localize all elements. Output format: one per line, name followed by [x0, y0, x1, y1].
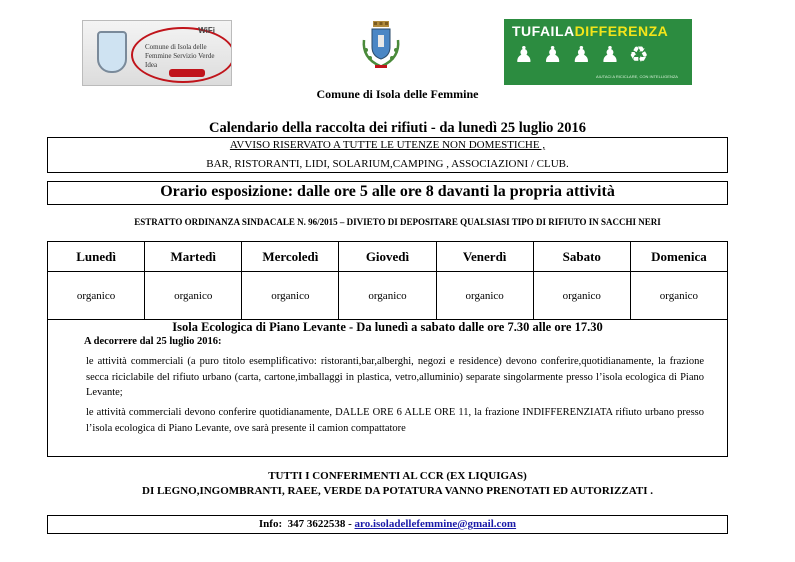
paragraph-indifferenziata: le attività commerciali devono conferire quotidianamente, DALLE ORE 6 ALLE ORE 11, la frazione INDIFFERENZIATA rifiuto urbano presso l’isola ecologica di Piano Levante, ove sarà presente il camion compattatore	[86, 407, 704, 434]
day-value: organico	[339, 272, 436, 320]
wifi-label: WiFi	[198, 26, 215, 35]
people-recycling-icon: ♟♟♟♟♻	[514, 43, 658, 68]
conferimenti-line1: TUTTI I CONFERIMENTI AL CCR (EX LIQUIGAS)	[268, 470, 527, 482]
day-value: organico	[145, 272, 242, 320]
orario-box	[47, 181, 728, 205]
comune-shield-icon	[97, 31, 127, 73]
brand-text: TUFAILADIFFERENZA	[512, 23, 669, 39]
comune-name: Comune di Isola delle Femmine	[316, 87, 479, 101]
day-header: Sabato	[533, 242, 630, 272]
paragraph-secca: le attività commerciali (a puro titolo esemplificativo: ristoranti,bar,alberghi, negozi e residence) devono conferire,quotidianamente, la frazione secca riciclabile del rifiuto urbano (carta, cartone,imballaggi in plastica, vetro,alluminio) separate singolarmente presso l’isola ecologica di Piano Levante;	[86, 356, 704, 398]
tufailadifferenza-logo	[504, 19, 692, 85]
day-header: Domenica	[630, 242, 727, 272]
logo-left-text: Comune di Isola delle Femmine Servizio Verde Idea	[145, 43, 215, 69]
orario-text: Orario esposizione: dalle ore 5 alle ore 8 davanti la propria attività	[160, 183, 615, 200]
day-value: organico	[242, 272, 339, 320]
notice-box	[47, 137, 728, 173]
day-value: organico	[48, 272, 145, 320]
isola-title: Isola Ecologica di Piano Levante - Da lunedì a sabato dalle ore 7.30 alle ore 17.30	[172, 320, 603, 334]
schedule-table	[47, 241, 728, 320]
day-header: Mercoledì	[242, 242, 339, 272]
comune-crest-icon	[358, 20, 404, 72]
day-value: organico	[630, 272, 727, 320]
calendar-title: Calendario della raccolta dei rifiuti - da lunedì 25 luglio 2016	[209, 120, 586, 136]
day-value: organico	[533, 272, 630, 320]
email-link[interactable]: aro.isoladellefemmine@gmail.com	[354, 518, 517, 530]
ordinanza-extract: ESTRATTO ORDINANZA SINDACALE N. 96/2015 – DIVIETO DI DEPOSITARE QUALSIASI TIPO DI RIFIUTO IN SACCHI NERI	[134, 217, 661, 227]
comune-ecologia-logo	[82, 20, 232, 86]
info-line	[48, 518, 727, 530]
day-header: Venerdì	[436, 242, 533, 272]
notice-line1: AVVISO RISERVATO A TUTTE LE UTENZE NON DOMESTICHE ,	[229, 139, 546, 151]
table-row	[48, 272, 728, 320]
day-header: Lunedì	[48, 242, 145, 272]
isola-subtitle: A decorrere dal 25 luglio 2016:	[84, 336, 222, 347]
day-header: Martedì	[145, 242, 242, 272]
day-value: organico	[436, 272, 533, 320]
day-header: Giovedì	[339, 242, 436, 272]
isola-ecologica-box	[47, 318, 728, 457]
table-row	[48, 242, 728, 272]
conferimenti-line2: DI LEGNO,INGOMBRANTI, RAEE, VERDE DA POTATURA VANNO PRENOTATI ED AUTORIZZATI .	[142, 485, 653, 497]
info-label: Info: 347 3622538 -	[258, 518, 355, 530]
notice-line2: BAR, RISTORANTI, LIDI, SOLARIUM,CAMPING , ASSOCIAZIONI / CLUB.	[206, 158, 569, 170]
info-box	[47, 515, 728, 534]
logo-tagline: AIUTACI A RICICLARE, CON INTELLIGENZA	[596, 74, 678, 79]
